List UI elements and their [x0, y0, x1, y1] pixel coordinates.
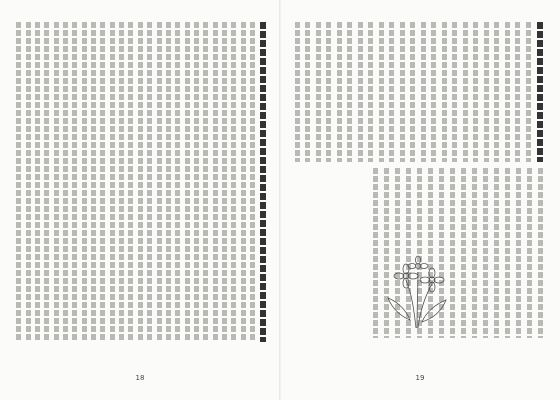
right-page: [280, 0, 560, 400]
text-column: [410, 22, 417, 162]
text-column: [537, 168, 544, 338]
text-column: [194, 22, 199, 342]
text-column: [44, 22, 49, 342]
page-number: 18: [135, 374, 145, 382]
text-column: [368, 22, 375, 162]
right-page-upper-text: [294, 22, 544, 162]
text-column: [504, 168, 511, 338]
text-column: [525, 22, 532, 162]
text-column: [63, 22, 68, 342]
text-column: [504, 22, 511, 162]
text-column: [100, 22, 105, 342]
text-column: [110, 22, 115, 342]
text-column: [515, 168, 522, 338]
text-column: [119, 22, 124, 342]
text-column: [35, 22, 40, 342]
text-column: [473, 22, 480, 162]
text-column: [147, 22, 152, 342]
text-column: [526, 168, 533, 338]
text-column: [250, 22, 255, 342]
text-column: [54, 22, 59, 342]
text-column: [16, 22, 21, 342]
text-column: [494, 22, 501, 162]
text-column: [399, 22, 406, 162]
text-column: [482, 168, 489, 338]
left-page-text: [16, 22, 266, 342]
text-column: [460, 168, 467, 338]
text-column: [156, 22, 161, 342]
text-column: [462, 22, 469, 162]
text-column: [128, 22, 133, 342]
text-column: [212, 22, 217, 342]
text-column: [72, 22, 77, 342]
text-column: [222, 22, 227, 342]
text-column: [431, 22, 438, 162]
text-column: [294, 22, 301, 162]
text-column: [203, 22, 208, 342]
text-column: [91, 22, 96, 342]
text-column: [389, 22, 396, 162]
section-heading: [536, 22, 544, 162]
text-column: [357, 22, 364, 162]
text-column: [347, 22, 354, 162]
section-heading: [259, 22, 266, 342]
text-column: [240, 22, 245, 342]
text-column: [336, 22, 343, 162]
text-column: [441, 22, 448, 162]
text-column: [166, 22, 171, 342]
text-column: [493, 168, 500, 338]
text-column: [515, 22, 522, 162]
text-column: [326, 22, 333, 162]
text-column: [483, 22, 490, 162]
text-column: [138, 22, 143, 342]
text-column: [184, 22, 189, 342]
text-column: [82, 22, 87, 342]
text-column: [471, 168, 478, 338]
flower-illustration: [376, 250, 456, 330]
text-column: [378, 22, 385, 162]
text-column: [231, 22, 236, 342]
text-column: [26, 22, 31, 342]
text-column: [305, 22, 312, 162]
text-column: [420, 22, 427, 162]
page-number: 19: [415, 374, 425, 382]
text-column: [315, 22, 322, 162]
text-column: [175, 22, 180, 342]
text-column: [452, 22, 459, 162]
